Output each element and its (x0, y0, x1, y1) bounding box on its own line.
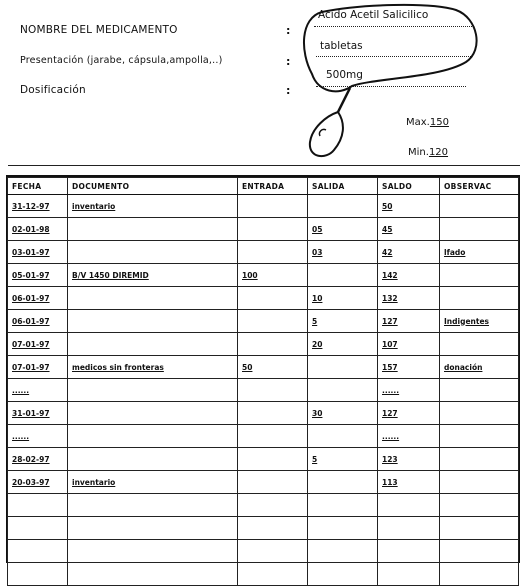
cell-entrada (238, 195, 308, 218)
cell-fecha (8, 540, 68, 563)
cell-text: 07-01-97 (12, 362, 50, 372)
cell-text: 03-01-97 (12, 247, 50, 257)
cell-text: 31-12-97 (12, 201, 50, 211)
col-documento: DOCUMENTO (68, 178, 238, 195)
cell-text: 50 (382, 201, 393, 211)
cell-saldo (378, 471, 440, 494)
max-label: Max. (406, 117, 430, 128)
cell-saldo (378, 379, 440, 402)
cell-observac (440, 333, 519, 356)
cell-documento (68, 356, 238, 379)
table-row (8, 540, 519, 563)
cell-documento (68, 471, 238, 494)
cell-salida (308, 333, 378, 356)
cell-text: ...... (382, 385, 400, 395)
ledger-header-row (8, 178, 519, 195)
cell-saldo (378, 402, 440, 425)
table-row (8, 356, 519, 379)
cell-salida (308, 264, 378, 287)
table-row (8, 218, 519, 241)
cell-saldo (378, 563, 440, 586)
cell-saldo (378, 448, 440, 471)
col-fecha: FECHA (8, 178, 68, 195)
table-row (8, 333, 519, 356)
cell-observac (440, 471, 519, 494)
cell-saldo (378, 287, 440, 310)
cell-observac (440, 540, 519, 563)
cell-salida (308, 540, 378, 563)
cell-text: 20 (312, 339, 323, 349)
cell-observac (440, 287, 519, 310)
cell-fecha (8, 563, 68, 586)
cell-fecha (8, 264, 68, 287)
table-row (8, 448, 519, 471)
cell-documento (68, 540, 238, 563)
cell-entrada (238, 333, 308, 356)
cell-text: inventario (72, 201, 116, 211)
cell-fecha (8, 448, 68, 471)
cell-salida (308, 241, 378, 264)
cell-documento (68, 563, 238, 586)
cell-fecha (8, 517, 68, 540)
cell-documento (68, 264, 238, 287)
cell-fecha (8, 218, 68, 241)
cell-documento (68, 517, 238, 540)
cell-text: 10 (312, 293, 323, 303)
medication-name-label: NOMBRE DEL MEDICAMENTO (20, 24, 178, 36)
min-limit (408, 147, 448, 158)
cell-saldo (378, 425, 440, 448)
cell-saldo (378, 494, 440, 517)
cell-documento (68, 287, 238, 310)
cell-fecha (8, 494, 68, 517)
cell-text: Indigentes (444, 316, 489, 326)
cell-documento (68, 448, 238, 471)
cell-text: 30 (312, 408, 323, 418)
cell-text: 20-03-97 (12, 477, 50, 487)
cell-saldo (378, 540, 440, 563)
cell-observac (440, 563, 519, 586)
cell-fecha (8, 310, 68, 333)
cell-salida (308, 310, 378, 333)
dosage-colon: : (286, 84, 291, 97)
cell-text: 123 (382, 454, 398, 464)
table-row (8, 471, 519, 494)
cell-fecha (8, 333, 68, 356)
presentation-value: tabletas (320, 40, 363, 52)
table-row (8, 425, 519, 448)
table-row (8, 563, 519, 586)
cell-fecha (8, 195, 68, 218)
cell-observac (440, 218, 519, 241)
cell-observac (440, 448, 519, 471)
col-entrada: ENTRADA (238, 178, 308, 195)
cell-observac (440, 264, 519, 287)
cell-text: 31-01-97 (12, 408, 50, 418)
cell-observac (440, 195, 519, 218)
cell-fecha (8, 402, 68, 425)
cell-observac (440, 379, 519, 402)
cell-entrada (238, 356, 308, 379)
cell-text: ...... (382, 431, 400, 441)
cell-text: donación (444, 362, 483, 372)
cell-salida (308, 563, 378, 586)
cell-salida (308, 379, 378, 402)
cell-text: 157 (382, 362, 398, 372)
cell-text: ...... (12, 431, 30, 441)
presentation-label: Presentación (jarabe, cápsula,ampolla,..) (20, 55, 223, 66)
cell-text: 107 (382, 339, 398, 349)
cell-fecha (8, 379, 68, 402)
cell-entrada (238, 425, 308, 448)
cell-salida (308, 471, 378, 494)
table-row (8, 517, 519, 540)
cell-text: 5 (312, 316, 318, 326)
name-colon: : (286, 24, 291, 37)
col-salida: SALIDA (308, 178, 378, 195)
ledger-table (7, 177, 519, 586)
cell-saldo (378, 517, 440, 540)
cell-documento (68, 218, 238, 241)
cell-entrada (238, 448, 308, 471)
cell-text: 45 (382, 224, 393, 234)
cell-observac (440, 356, 519, 379)
cell-observac (440, 425, 519, 448)
cell-salida (308, 195, 378, 218)
cell-entrada (238, 264, 308, 287)
min-label: Min. (408, 147, 429, 158)
cell-text: 142 (382, 270, 398, 280)
presentation-colon: : (286, 55, 291, 68)
cell-text: 127 (382, 316, 398, 326)
cell-text: 127 (382, 408, 398, 418)
cell-fecha (8, 425, 68, 448)
cell-entrada (238, 402, 308, 425)
cell-documento (68, 379, 238, 402)
cell-saldo (378, 356, 440, 379)
cell-text: 132 (382, 293, 398, 303)
cell-saldo (378, 218, 440, 241)
cell-documento (68, 333, 238, 356)
cell-text: 03 (312, 247, 323, 257)
cell-documento (68, 241, 238, 264)
table-row (8, 195, 519, 218)
cell-entrada (238, 540, 308, 563)
table-row (8, 287, 519, 310)
table-row (8, 494, 519, 517)
cell-text: 100 (242, 270, 258, 280)
cell-text: ...... (12, 385, 30, 395)
cell-salida (308, 448, 378, 471)
cell-text: 50 (242, 362, 253, 372)
cell-observac (440, 241, 519, 264)
max-value: 150 (429, 117, 449, 128)
cell-fecha (8, 287, 68, 310)
cell-entrada (238, 310, 308, 333)
cell-text: 06-01-97 (12, 293, 50, 303)
cell-text: 113 (382, 477, 398, 487)
cell-saldo (378, 195, 440, 218)
cell-entrada (238, 494, 308, 517)
cell-salida (308, 218, 378, 241)
cell-text: 06-01-97 (12, 316, 50, 326)
cell-text: B/V 1450 DIREMID (72, 270, 149, 280)
cell-documento (68, 425, 238, 448)
cell-text: 5 (312, 454, 318, 464)
cell-entrada (238, 218, 308, 241)
cell-text: 05-01-97 (12, 270, 50, 280)
col-observac: OBSERVAC (440, 178, 519, 195)
dosage-label: Dosificación (20, 84, 86, 96)
cell-entrada (238, 471, 308, 494)
cell-text: 07-01-97 (12, 339, 50, 349)
stock-ledger (6, 175, 520, 563)
table-row (8, 241, 519, 264)
table-row (8, 264, 519, 287)
col-saldo: SALDO (378, 178, 440, 195)
cell-documento (68, 402, 238, 425)
ledger-body (8, 195, 519, 586)
cell-entrada (238, 563, 308, 586)
table-row (8, 379, 519, 402)
cell-saldo (378, 333, 440, 356)
cell-observac (440, 517, 519, 540)
cell-entrada (238, 241, 308, 264)
cell-fecha (8, 241, 68, 264)
dosage-value: 500mg (326, 69, 363, 81)
table-row (8, 310, 519, 333)
cell-observac (440, 310, 519, 333)
min-value: 120 (428, 147, 449, 158)
cell-text: 05 (312, 224, 323, 234)
cell-salida (308, 402, 378, 425)
cell-text: 42 (382, 247, 393, 257)
cell-salida (308, 517, 378, 540)
cell-salida (308, 494, 378, 517)
table-row (8, 402, 519, 425)
cell-documento (68, 310, 238, 333)
cell-observac (440, 402, 519, 425)
ledger-top-rule (8, 165, 520, 166)
cell-text: lfado (444, 247, 466, 257)
cell-saldo (378, 310, 440, 333)
max-limit (406, 117, 449, 128)
cell-entrada (238, 287, 308, 310)
cell-text: 02-01-98 (12, 224, 50, 234)
medication-name-value: Acido Acetil Salicilico (318, 9, 429, 21)
cell-saldo (378, 264, 440, 287)
cell-salida (308, 287, 378, 310)
cell-documento (68, 195, 238, 218)
cell-entrada (238, 517, 308, 540)
cell-text: inventario (72, 477, 116, 487)
cell-fecha (8, 471, 68, 494)
cell-salida (308, 425, 378, 448)
cell-documento (68, 494, 238, 517)
cell-fecha (8, 356, 68, 379)
cell-text: 28-02-97 (12, 454, 50, 464)
cell-entrada (238, 379, 308, 402)
cell-saldo (378, 241, 440, 264)
cell-salida (308, 356, 378, 379)
cell-observac (440, 494, 519, 517)
cell-text: medicos sin fronteras (72, 362, 164, 372)
